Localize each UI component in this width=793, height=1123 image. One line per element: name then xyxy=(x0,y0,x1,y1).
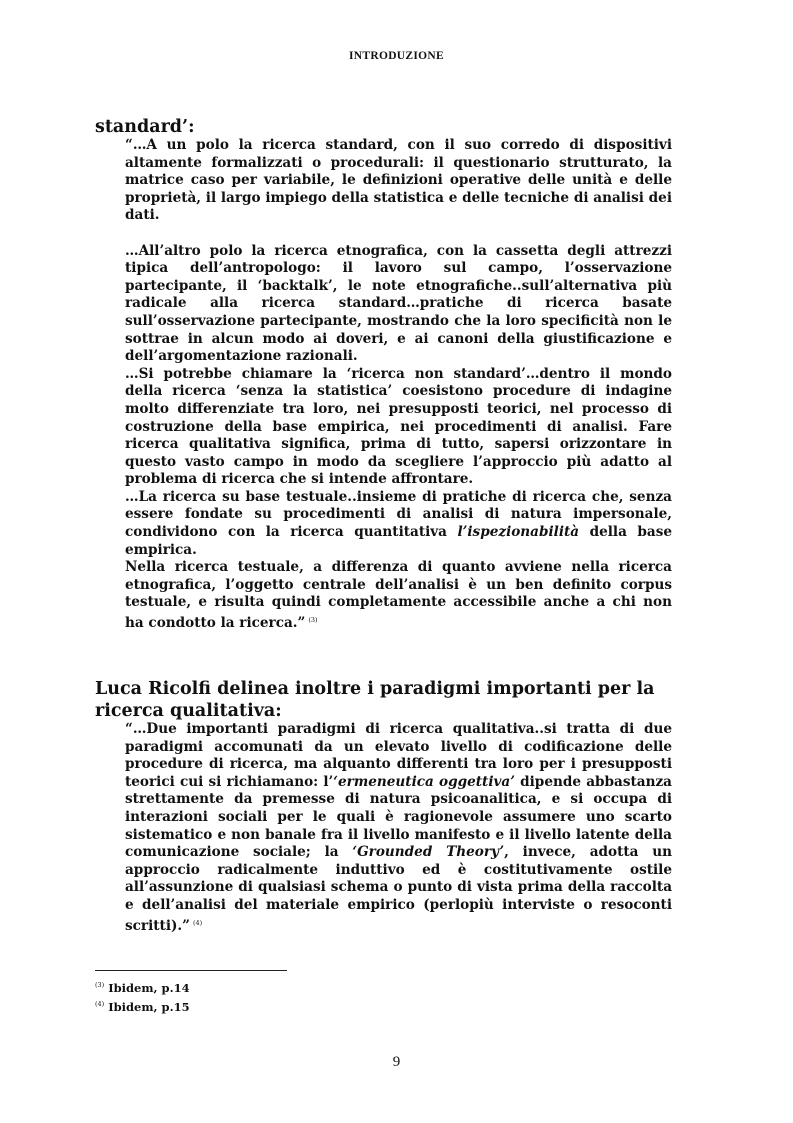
quote-text: Nella ricerca testuale, a differenza di quanto avviene nella ricerca etnografica, l’oggetto centrale dell’analisi è un ben definito corpus testuale, e risulta quindi completamente accessibile anche a chi non ha condotto la ricerca.” xyxy=(125,559,672,632)
italic-term: ‘Grounded Theory’ xyxy=(352,844,505,861)
quote-paragraph: …All’altro polo la ricerca etnografica, con la cassetta degli attrezzi tipica dell’antropologo: il lavoro sul campo, l’osservazione partecipante, il ‘backtalk’, le note etnografiche..sull’alternativa più radicale alla ricerca standard…pratiche di ricerca basate sull’osservazione partecipante, mostrando che la loro specificità non le sottrae in alcun modo ai doveri, e ai canoni della giustificazione e dell’argomentazione razionali. xyxy=(125,242,672,365)
footnote-marker: (4) xyxy=(95,1000,105,1008)
footnote-text: Ibidem, p.15 xyxy=(104,1000,190,1014)
page-number: 9 xyxy=(392,1054,401,1070)
footnote-divider xyxy=(95,970,287,971)
quote-text: della base empirica. xyxy=(125,524,672,558)
footnote-item xyxy=(95,977,495,996)
quote-paragraph: “…A un polo la ricerca standard, con il suo corredo di dispositivi altamente formalizzati o procedurali: il questionario strutturato, la matrice caso per variabile, le definizioni operative delle unità e delle proprietà, il largo impiego della statistica e delle tecniche di analisi dei dati. xyxy=(125,137,672,224)
italic-term: ‘ermeneutica oggettiva’ xyxy=(333,773,515,790)
quote-paragraph: …Si potrebbe chiamare la ‘ricerca non standard’…dentro il mondo della ricerca ‘senza la statistica’ coesistono procedure di indagine molto differenziate tra loro, nei presupposti teorici, nel processo di costruzione della base empirica, nei procedimenti di analisi. Fare ricerca qualitativa significa, prima di tutto, sapersi orizzontare in questo vasto campo in modo da scegliere l’approccio più adatto al problema di ricerca che si intende affrontare. xyxy=(125,365,672,488)
italic-term: l’ispezionabilità xyxy=(457,524,580,541)
block-quote-paradigms xyxy=(125,721,672,935)
section-heading-standard: standard’: xyxy=(95,117,195,137)
section-heading-ricolfi: Luca Ricolfi delinea inoltre i paradigmi importanti per la ricerca qualitativa: xyxy=(95,679,655,721)
quote-text: , invece, adotta un approccio radicalmente induttivo ed è costitutivamente ostile all’assunzione di qualsiasi schema o punto di vista prima della raccolta e dell’analisi del materiale empirico (perlopiù interviste o resoconti scritti).” xyxy=(125,844,672,934)
footnote-marker: (3) xyxy=(95,981,105,989)
quote-paragraph xyxy=(125,721,672,935)
footnotes xyxy=(95,977,495,1015)
quote-text: …La ricerca su base testuale..insieme di pratiche di ricerca che, senza essere fondate su procedimenti di analisi di natura impersonale, condividono con la ricerca quantitativa xyxy=(125,488,672,541)
quote-text: “…Due importanti paradigmi di ricerca qualitativa..si tratta di due paradigmi accomunati da un elevato livello di codificazione delle procedure di ricerca, ma alquanto differenti tra loro per i presupposti teorici cui si richiamano: l’ xyxy=(125,721,672,790)
block-quote-standard-research xyxy=(125,137,672,633)
running-head: INTRODUZIONE xyxy=(349,50,444,62)
quote-paragraph xyxy=(125,489,672,559)
footnote-reference: (4) xyxy=(192,918,203,927)
quote-paragraph xyxy=(125,559,672,632)
footnote-reference: (3) xyxy=(308,616,318,625)
quote-text: dipende abbastanza strettamente da premesse di natura psicoanalitica, e si occupa di interazioni sociali per le quali è ragionevole assumere uno scarto sistematico e non banale fra il livello manifesto e il livello latente della comunicazione sociale; la xyxy=(125,773,672,861)
footnote-text: Ibidem, p.14 xyxy=(104,981,190,995)
footnote-item xyxy=(95,996,495,1015)
